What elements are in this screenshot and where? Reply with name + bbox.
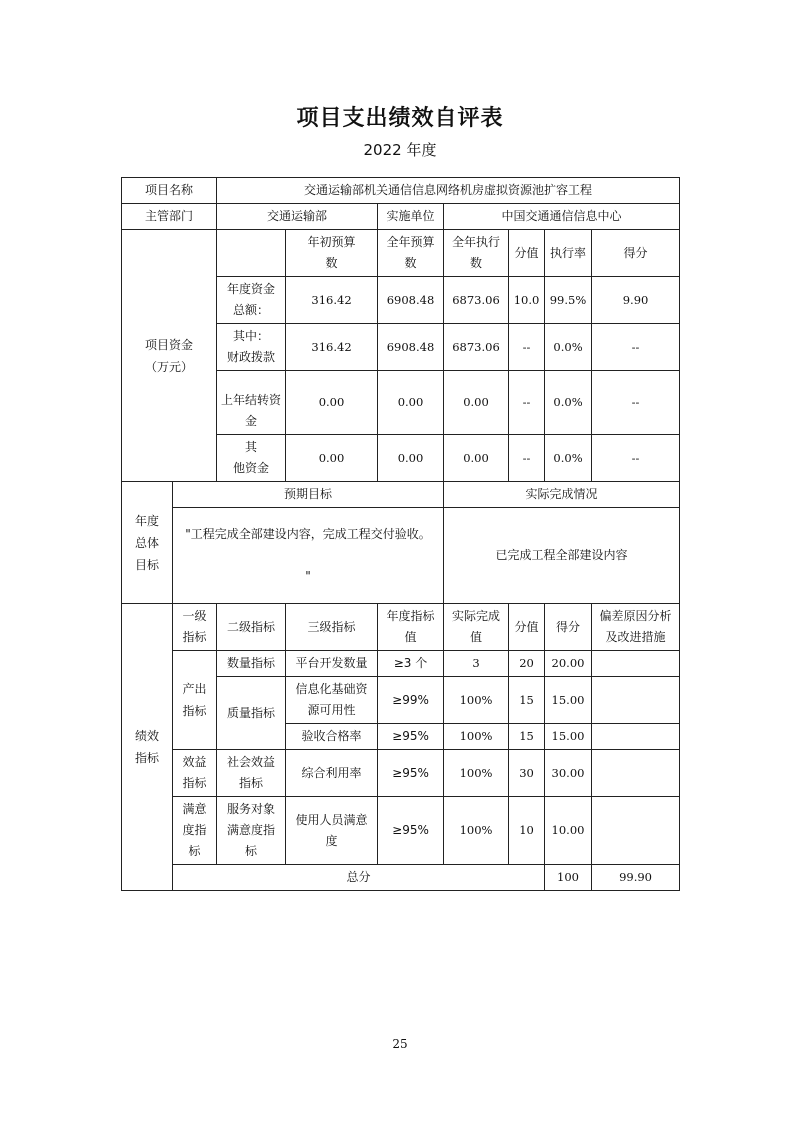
funds-cell: 0.00 [286,435,378,482]
perf-actual: 100% [444,750,509,797]
funds-header-blank [217,230,286,277]
funds-cell: 0.0% [545,371,592,435]
perf-header-level3: 三级指标 [286,604,378,651]
perf-deviation [592,750,680,797]
perf-actual: 3 [444,651,509,677]
funds-cell: -- [592,435,680,482]
perf-level1: 满意 度指 标 [173,797,217,865]
funds-header-initial: 年初预算 数 [286,230,378,277]
perf-deviation [592,797,680,865]
funds-cell: 0.00 [378,435,444,482]
goals-actual-text: 已完成工程全部建设内容 [444,508,680,604]
goals-label: 年度 总体 目标 [122,482,173,604]
funds-row-label: 上年结转资 金 [217,371,286,435]
perf-level3: 使用人员满意 度 [286,797,378,865]
funds-cell: 316.42 [286,324,378,371]
perf-score-value: 30 [509,750,545,797]
perf-level1: 效益 指标 [173,750,217,797]
project-name-value: 交通运输部机关通信信息网络机房虚拟资源池扩容工程 [217,178,680,204]
perf-score: 30.00 [545,750,592,797]
perf-header-score-value: 分值 [509,604,545,651]
funds-cell: -- [592,371,680,435]
perf-level2: 质量指标 [217,677,286,750]
impl-label: 实施单位 [378,204,444,230]
funds-header-score-value: 分值 [509,230,545,277]
perf-score-value: 15 [509,724,545,750]
perf-level1: 产出 指标 [173,651,217,750]
funds-row-label: 其 他资金 [217,435,286,482]
funds-header-executed: 全年执行 数 [444,230,509,277]
perf-target: ≥95% [378,797,444,865]
perf-header-level2: 二级指标 [217,604,286,651]
funds-cell: 0.00 [444,371,509,435]
perf-level3: 信息化基础资 源可用性 [286,677,378,724]
funds-cell: -- [509,324,545,371]
funds-cell: 6873.06 [444,277,509,324]
performance-label: 绩效 指标 [122,604,173,891]
funds-cell: -- [509,435,545,482]
funds-cell: 6908.48 [378,277,444,324]
funds-header-rate: 执行率 [545,230,592,277]
perf-level3: 综合利用率 [286,750,378,797]
page-title: 项目支出绩效自评表 [296,106,504,131]
perf-level3: 平台开发数量 [286,651,378,677]
goals-expected-header: 预期目标 [173,482,444,508]
page-number: 25 [392,1037,408,1051]
total-score-value: 100 [545,865,592,891]
funds-header-annual: 全年预算 数 [378,230,444,277]
funds-cell: 0.00 [444,435,509,482]
perf-score-value: 10 [509,797,545,865]
total-label: 总分 [173,865,545,891]
perf-actual: 100% [444,677,509,724]
perf-deviation [592,651,680,677]
funds-cell: 0.0% [545,435,592,482]
funds-cell: 0.00 [286,371,378,435]
impl-value: 中国交通通信信息中心 [444,204,680,230]
funds-label: 项目资金 （万元） [122,230,217,482]
perf-target: ≥99% [378,677,444,724]
funds-cell: -- [592,324,680,371]
funds-cell: 0.00 [378,371,444,435]
perf-level2: 服务对象 满意度指 标 [217,797,286,865]
perf-target: ≥95% [378,750,444,797]
goals-expected-text: "工程完成全部建设内容，完成工程交付验收。 " [173,508,444,604]
funds-header-score: 得分 [592,230,680,277]
perf-target: ≥95% [378,724,444,750]
funds-cell: 0.0% [545,324,592,371]
perf-score: 10.00 [545,797,592,865]
funds-cell: -- [509,371,545,435]
perf-level2: 数量指标 [217,651,286,677]
funds-cell: 99.5% [545,277,592,324]
perf-score-value: 20 [509,651,545,677]
perf-actual: 100% [444,797,509,865]
perf-level2: 社会效益 指标 [217,750,286,797]
perf-actual: 100% [444,724,509,750]
funds-cell: 6908.48 [378,324,444,371]
perf-header-actual: 实际完成 值 [444,604,509,651]
total-score: 99.90 [592,865,680,891]
perf-deviation [592,724,680,750]
project-name-label: 项目名称 [122,178,217,204]
perf-level3: 验收合格率 [286,724,378,750]
perf-target: ≥3 个 [378,651,444,677]
perf-header-target: 年度指标 值 [378,604,444,651]
funds-cell: 316.42 [286,277,378,324]
funds-cell: 10.0 [509,277,545,324]
perf-score: 15.00 [545,677,592,724]
perf-score: 20.00 [545,651,592,677]
perf-score: 15.00 [545,724,592,750]
funds-cell: 9.90 [592,277,680,324]
perf-header-deviation: 偏差原因分析 及改进措施 [592,604,680,651]
year-subtitle: 2022 年度 [363,141,437,159]
dept-label: 主管部门 [122,204,217,230]
perf-score-value: 15 [509,677,545,724]
funds-cell: 6873.06 [444,324,509,371]
perf-header-level1: 一级 指标 [173,604,217,651]
perf-deviation [592,677,680,724]
funds-row-label: 其中： 财政拨款 [217,324,286,371]
self-evaluation-table [121,177,680,891]
perf-header-score: 得分 [545,604,592,651]
goals-actual-header: 实际完成情况 [444,482,680,508]
funds-row-label: 年度资金 总额： [217,277,286,324]
dept-value: 交通运输部 [217,204,378,230]
